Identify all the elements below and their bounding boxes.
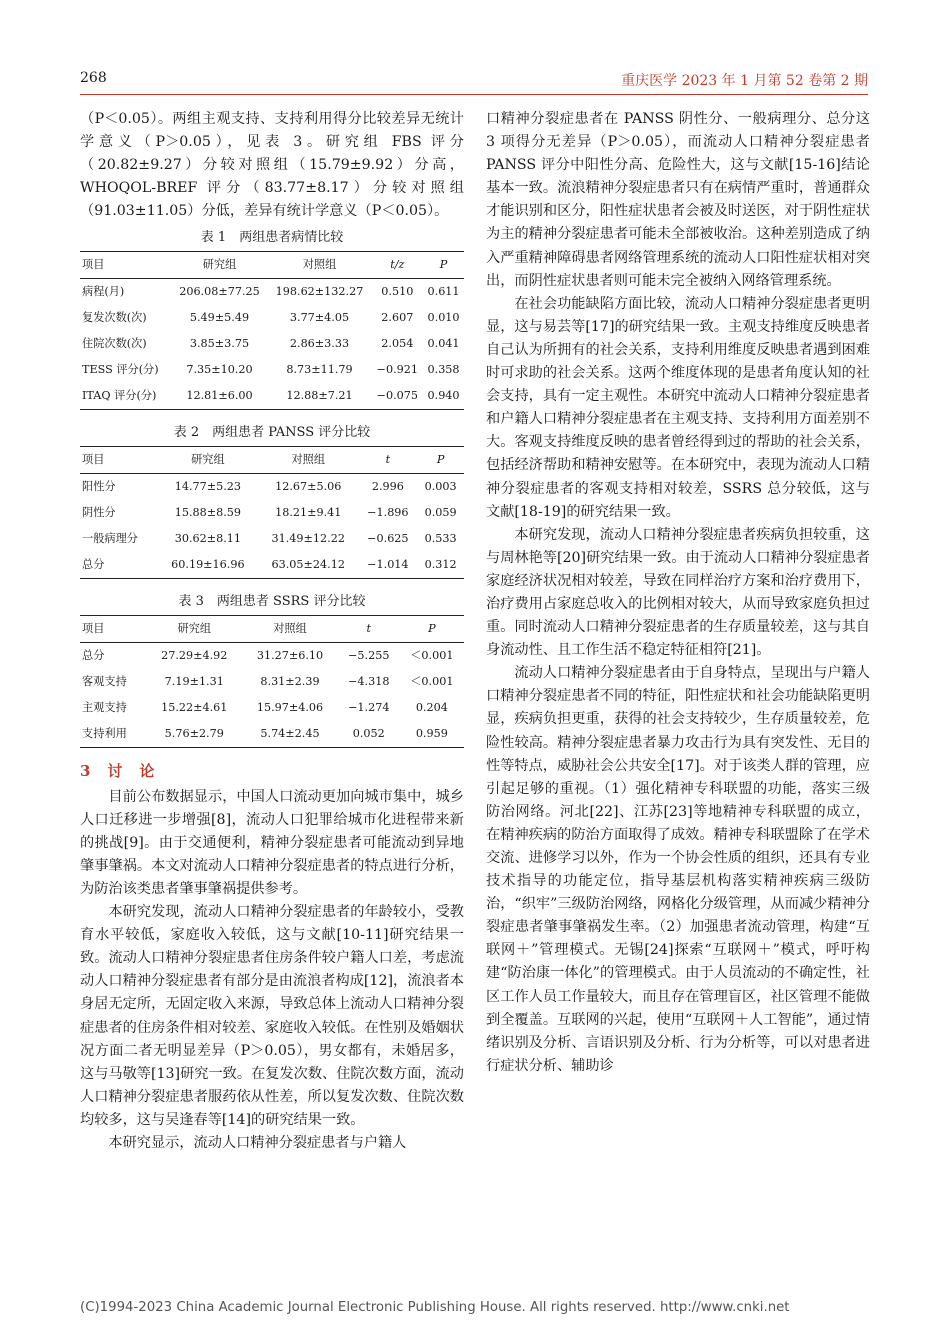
table-cell: 总分	[82, 649, 105, 663]
table-cell: 一般病理分	[82, 532, 138, 546]
table-header-cell: P	[436, 453, 445, 467]
table-row	[80, 721, 464, 748]
table-cell: 12.81±6.00	[186, 389, 253, 403]
table-cell: 2.86±3.33	[289, 337, 350, 351]
table-cell: 住院次数(次)	[82, 337, 147, 351]
left-para-0: （P＜0.05）。两组主观支持、支持利用得分比较差异无统计学意义（P＞0.05），见表 3。研究组 FBS 评分（20.82±9.27）分较对照组（15.79±9.92）分高，WHOQOL-BREF 评分（83.77±8.17）分较对照组（91.03±11.05）分低，差异有统计学意义（P＜0.05）。	[80, 111, 464, 220]
table-cell: 主观支持	[82, 701, 127, 715]
table-cell: −0.075	[376, 389, 418, 403]
table-cell: 5.74±2.45	[260, 727, 320, 741]
table-row	[80, 331, 464, 357]
table-cell: 31.27±6.10	[256, 649, 324, 663]
table-row	[80, 695, 464, 721]
table-cell: 2.607	[381, 311, 414, 325]
table-row	[80, 669, 464, 695]
table-cell: 12.88±7.21	[286, 389, 353, 403]
table-header-cell: 项目	[82, 622, 105, 636]
left-para-2: 本研究发现，流动人口精神分裂症患者的年龄较小，受教育水平较低，家庭收入较低，这与文献[10-11]研究结果一致。流动人口精神分裂症患者住房条件较户籍人口差，考虑流动人口精神分裂症患者有部分是由流浪者构成[12]，流浪者本身居无定所，无固定收入来源，导致总体上流动人口精神分裂症患者的住房条件相对较差、家庭收入较低。在性别及婚姻状况方面二者无明显差异（P＞0.05），男女都有，未婚居多，这与马敬等[13]研究一致。在复发次数、住院次数方面，流动人口精神分裂症患者服药依从性差，所以复发次数、住院次数均较多，这与吴逢春等[14]的研究结果一致。	[80, 904, 464, 1128]
table-cell: 2.996	[371, 480, 404, 494]
table-cell: 7.35±10.20	[186, 363, 253, 377]
table-header-cell: t	[366, 622, 372, 636]
table-cell: −0.921	[376, 363, 418, 377]
table2-caption: 表 2 两组患者 PANSS 评分比较	[173, 425, 371, 441]
right-para-2: 在社会功能缺陷方面比较，流动人口精神分裂症患者更明显，这与易芸等[17]的研究结果一致。主观支持维度反映患者自己认为所拥有的社会关系，支持利用维度反映患者遇到困难时可求助的社会关系。这两个维度体现的是患者角度认知的社会支持，具有一定主观性。本研究中流动人口精神分裂症患者和户籍人口精神分裂症患者在主观支持、支持利用方面差别不大。客观支持维度反映的患者曾经得到过的帮助的社会关系，包括经济帮助和精神安慰等。在本研究中，表现为流动人口精神分裂症患者的客观支持相对较差，SSRS 总分较低，这与文献[18-19]的研究结果一致。	[486, 295, 870, 520]
table-cell: 7.19±1.31	[164, 675, 224, 689]
right-para-4: 流动人口精神分裂症患者由于自身特点，呈现出与户籍人口精神分裂症患者不同的特征，阳性症状和社会功能缺陷更明显，疾病负担更重，获得的社会支持较少，生存质量较差，危险性较高。精神分裂症患者暴力攻击行为具有突发性、无目的性等特点，威胁社会公共安全[17]。对于该类人群的管理，应引起足够的重视。（1）强化精神专科联盟的功能，落实三级防治网络。河北[22]、江苏[23]等地精神专科联盟的成立，在精神疾病的防治方面取得了成效。精神专科联盟除了在学术交流、进修学习以外，作为一个协会性质的组织，还具有专业技术指导的功能定位，指导基层机构落实精神疾病三级防治，“织牢”三级防治网络，网格化分级管理，从而减少精神分裂症患者肇事肇祸发生率。（2）加强患者流动管理，构建“互联网＋”管理模式。无锡[24]探索“互联网＋”模式，呼吁构建“防治康一体化”的管理模式。由于人员流动的不确定性，社区工作人员工作量较大，而且存在管理盲区，社区管理不能做到全覆盖。互联网的兴起，使用“互联网＋人工智能”，通过情绪识别及分析、言语识别及分析、行为分析等，可以对患者进行症状分析、辅助诊	[486, 665, 870, 1074]
left-column	[80, 108, 464, 1155]
table1	[80, 251, 464, 410]
table-row	[80, 357, 464, 383]
section-title: 3 讨 论	[80, 762, 156, 781]
table-cell: 0.533	[424, 532, 457, 546]
table-header-cell: 对照组	[302, 258, 337, 272]
table-cell: 31.49±12.22	[271, 532, 345, 546]
table-header-cell: t/z	[390, 258, 405, 272]
table-cell: 阳性分	[82, 480, 116, 494]
table-cell: 2.054	[381, 337, 414, 351]
table-cell: 阴性分	[82, 506, 116, 520]
table-cell: 5.76±2.79	[164, 727, 224, 741]
page-number: 268	[80, 70, 107, 86]
table-cell: 12.67±5.06	[275, 480, 342, 494]
table-cell: 18.21±9.41	[275, 506, 342, 520]
table-cell: −0.625	[367, 532, 409, 546]
table-row	[80, 305, 464, 331]
table-cell: 15.97±4.06	[256, 701, 324, 715]
table-header-cell: P	[439, 258, 448, 272]
right-para-1: 口精神分裂症患者在 PANSS 阴性分、一般病理分、总分这 3 项得分无差异（P＞0.05），而流动人口精神分裂症患者 PANSS 评分中阳性分高、危险性大，这与文献[15-16]结论基本一致。流浪精神分裂症患者只有在病情严重时，普通群众才能识别和区分，阳性症状患者会被及时送医，对于阴性症状为主的精神分裂症患者可能未全部被收治。这种差别造成了纳入严重精神障碍患者网络管理系统的流动人口阳性症状相对突出，而阴性症状患者则可能未完全被纳入网络管理系统。	[486, 111, 870, 289]
table-row	[80, 474, 464, 501]
table-header-cell: 研究组	[191, 453, 225, 467]
table-cell: 0.312	[424, 558, 457, 572]
table-cell: TESS 评分(分)	[82, 363, 159, 377]
table-header-cell: 项目	[82, 453, 105, 467]
table-cell: 总分	[82, 558, 105, 572]
header-rule	[80, 94, 868, 95]
table-cell: −4.318	[348, 675, 390, 689]
table-cell: 病程(月)	[82, 285, 125, 299]
table-cell: 客观支持	[82, 675, 127, 689]
table2	[80, 446, 464, 579]
table-row	[80, 526, 464, 552]
table-cell: 60.19±16.96	[171, 558, 245, 572]
copyright-footer: (C)1994-2023 China Academic Journal Electronic Publishing House. All rights reserved. http://www.cnki.net	[80, 1300, 790, 1315]
table-cell: 复发次数(次)	[82, 311, 147, 325]
table-row	[80, 552, 464, 579]
journal-header: 重庆医学 2023 年 1 月第 52 卷第 2 期	[621, 73, 868, 89]
left-para-3: 本研究显示，流动人口精神分裂症患者与户籍人	[108, 1134, 407, 1151]
table-cell: 0.959	[415, 727, 448, 741]
left-para-1: 目前公布数据显示，中国人口流动更加向城市集中，城乡人口迁移进一步增强[8]，流动人口犯罪给城市化进程带来新的挑战[9]。由于交通便利，精神分裂症患者可能流动到异地肇事肇祸。本文对流动人口精神分裂症患者的特点进行分析，为防治该类患者肇事肇祸提供参考。	[80, 788, 464, 897]
table-cell: 0.041	[427, 337, 460, 351]
table-cell: 0.052	[352, 727, 385, 741]
table-cell: −1.014	[367, 558, 409, 572]
table-cell: 0.003	[424, 480, 457, 494]
table-header-cell: 研究组	[177, 622, 212, 636]
table-header-cell: 对照组	[273, 622, 307, 636]
table-cell: −5.255	[348, 649, 390, 663]
table-header-row	[80, 252, 464, 279]
table-cell: 0.611	[427, 285, 460, 299]
table-cell: 0.940	[427, 389, 460, 403]
table-cell: ＜0.001	[410, 675, 454, 689]
table-cell: 15.88±8.59	[174, 506, 242, 520]
table-cell: 8.31±2.39	[260, 675, 320, 689]
table-cell: 0.010	[427, 311, 460, 325]
table-cell: 206.08±77.25	[179, 285, 260, 299]
table-cell: 0.059	[424, 506, 457, 520]
table1-caption: 表 1 两组患者病情比较	[200, 230, 344, 246]
table-cell: 27.29±4.92	[161, 649, 228, 663]
table-header-cell: P	[428, 622, 436, 636]
table-row	[80, 279, 464, 306]
table-cell: −1.896	[367, 506, 409, 520]
table-cell: 14.77±5.23	[174, 480, 242, 494]
table-cell: 0.358	[427, 363, 460, 377]
table-header-row	[80, 616, 464, 643]
table-cell: 3.85±3.75	[189, 337, 250, 351]
right-column	[486, 108, 870, 1078]
table-cell: 0.204	[415, 701, 448, 715]
table-cell: 3.77±4.05	[289, 311, 350, 325]
table-cell: 8.73±11.79	[286, 363, 353, 377]
table-cell: 30.62±8.11	[174, 532, 242, 546]
table-cell: 5.49±5.49	[189, 311, 250, 325]
table-cell: 支持利用	[82, 727, 127, 741]
right-para-3: 本研究发现，流动人口精神分裂症患者疾病负担较重，这与周林艳等[20]研究结果一致。由于流动人口精神分裂症患者家庭经济状况相对较差，导致在同样治疗方案和治疗费用下，治疗费用占家庭总收入的比例相对较大，从而导致家庭负担过重。同时流动人口精神分裂症患者的生存质量较差，这与其自身流动性、且工作生活不稳定特征相符[21]。	[486, 526, 870, 659]
table-cell: 63.05±24.12	[271, 558, 345, 572]
table-cell: 198.62±132.27	[275, 285, 364, 299]
table-cell: ITAQ 评分(分)	[82, 389, 157, 403]
table3-caption: 表 3 两组患者 SSRS 评分比较	[178, 594, 366, 610]
table-row	[80, 383, 464, 410]
table-cell: 0.510	[381, 285, 414, 299]
table-cell: 15.22±4.61	[161, 701, 228, 715]
table-header-cell: 对照组	[291, 453, 326, 467]
table3	[80, 615, 464, 748]
table-header-cell: 项目	[82, 258, 105, 272]
table-header-row	[80, 447, 464, 474]
table-row	[80, 643, 464, 670]
table-cell: −1.274	[348, 701, 390, 715]
table-cell: ＜0.001	[410, 649, 454, 663]
table-header-cell: t	[385, 453, 391, 467]
table-row	[80, 500, 464, 526]
table-header-cell: 研究组	[202, 258, 237, 272]
